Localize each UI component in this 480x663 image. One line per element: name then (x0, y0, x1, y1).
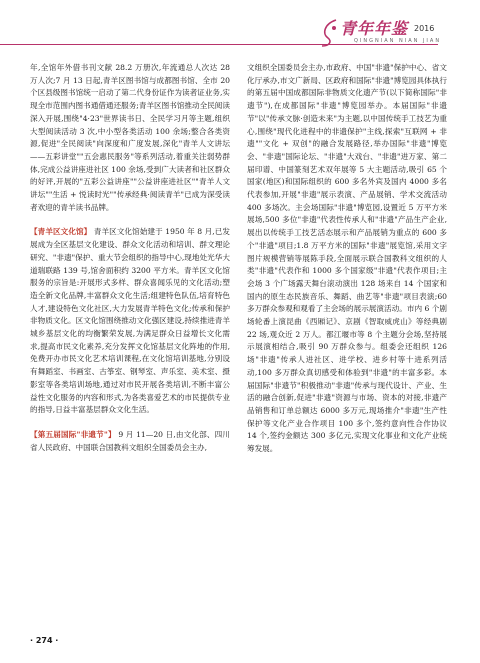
section-tag-culture-center: 【青羊区文化馆】 (30, 227, 92, 237)
left-paragraph-2 (30, 226, 230, 417)
section-tag-heritage-festival: 【第五届国际"非遗节"】 (30, 429, 116, 439)
page-header (0, 0, 480, 62)
right-paragraph-1: 文组织全国委员会主办,市政府、中国"非遗"保护中心、省文化厅承办,市文广新局、区政府和国际"非遗"博览园具体执行的第五届中国成都国际非物质文化遗产节(以下简称国际"非遗节"),在成都国际"非遗"博览园举办。本届国际"非遗节"以"传承文脉·创造未来"为主题,以中国传统手工技艺为重心,围绕"现代化进程中的非遗保护"主线,探索"互联网 + 非遗""文化 + 双创"的融合发展路径,举办国际"非遗"博览会、"非遗"国际论坛、"非遗"大戏台、"非遗"进万家、第二届印谱、中国篆刻艺术双年展等 5 大主题活动,吸引 65 个国家(地区)和国际组织的 600 多名外宾及国内 4000 多名代表参加,开展"非遗"展示表演、产品展销、学术交流活动 400 多场次。主会场国际"非遗"博览园,设置近 5 万平方米展场,500 多位"非遗"代表性传承人和"非遗"产品生产企业,展出以传统手工技艺活态展示和产品展销为重点的 600 多个"非遗"项目;1.8 万平方米的国际"非遗"展览馆,采用文字图片规模营销等展陈手段,全面展示联合国教科文组织的人类"非遗"代表作和 1000 多个国家级"非遗"代表作项目;主会场 3 个广场露天舞台滚动演出 128 场来自 14 个国家和国内的原生态民族音乐、舞蹈、曲艺等"非遗"项目表演;60 多万群众参观和观看了主会场的展示展演活动。市内 6 个剧场轮番上演昆曲《西厢记》、京剧《智取威虎山》等经典剧 22 场,观众近 2 万人。都江堰市等 8 个主题分会场,坚持展示展演相结合,吸引 90 万群众参与。组委会还组织 126 场"非遗"传承人进社区、进学校、进乡村等十进系列活动,100 多万群众真切感受和体验到"非遗"的丰富多彩。本届国际"非遗节"积极推动"非遗"传承与现代设计、产业、生活的融合创新,促进"非遗"资源与市场、资本的对接,非遗产品销售和订单总额达 6000 多万元,现场推介"非遗"生产性保护等文化产业合作项目 100 多个,签约意向性合作协议 14 个,签约金额达 300 多亿元,实现文化事业和文化产业统筹发展。 (247, 63, 447, 454)
page-number: · 274 · (30, 636, 59, 645)
left-paragraph-2-text: 青羊区文化馆始建于 1950 年 8 月,已发展成为全区基层文化建设、群众文化活动和培训、群文理论研究、"非遗"保护、重大节会组织的指导中心,现地处光华大道瑞联路 139 号,馆舍面积约 3200 平方米。青羊区文化馆服务的宗旨是:开展形式多样、群众喜闻乐见的文化活动;塑造全新文化品牌,丰富群众文化生活;组建特色队伍,培育特色人才,建设特色文化社区,大力发展青羊特色文化;传承和保护非物质文化。区文化馆围绕推动文化强区建设,持续推进青羊城乡基层文化的均衡繁荣发展,为满足群众日益增长文化需求,提高市民文化素养,充分发挥文化馆基层文化阵地的作用,免费开办市民文化艺术培训课程,在文化馆培训基地,分别设有舞蹈室、书画室、古筝室、钢琴室、声乐室、美术室、摄影室等各类培训场地,通过对市民开展各类培训,不断丰富公益性文化服务的内容和形式,为各类喜爱艺术的市民提供专业的指导,日益丰富基层群众文化生活。 (30, 227, 230, 415)
left-paragraph-3-text: 9 月 11—20 日,由文化部、四川省人民政府、中国联合国教科文组织全国委员会主办, (30, 429, 230, 452)
header-rule (0, 44, 438, 45)
logo-title: 青年年鉴 (340, 19, 409, 38)
left-paragraph-3 (30, 429, 230, 454)
left-column (30, 62, 230, 454)
right-column (247, 62, 447, 456)
logo-subtitle: QINGNIAN NIAN JIAN (354, 38, 442, 44)
left-paragraph-1: 年,全馆年外借书刊文献 28.2 万册次,年流通总人次达 28 万人次;7 月 13 日起,青羊区图书馆与成都图书馆、全市 20 个区县级图书馆统一启动了第二代身份证作为读者证业务,实现全市范围内图书通借通还服务;青羊区图书馆推动全民阅读深入开展,围绕"4·23"世界读书日、全民学习月等主题,组织大型阅读活动 3 次,中小型各类活动 100 余场;整合各类资源,促进"全民阅读"向深度和广度发展,深化"青羊人文讲坛——五彩讲堂""五会惠民服务"等系列活动,着重关注弱势群体,完成公益讲座进社区 100 余场,受到广大读者和社区群众的好评,开展的"五彩公益讲座""公益讲座进社区""青羊人文讲坛""生活 + 悦读时光""传承经典·阅读青羊"已成为深受读者欢迎的青羊读书品牌。 (30, 63, 230, 212)
logo-year: 2016 (414, 24, 435, 33)
